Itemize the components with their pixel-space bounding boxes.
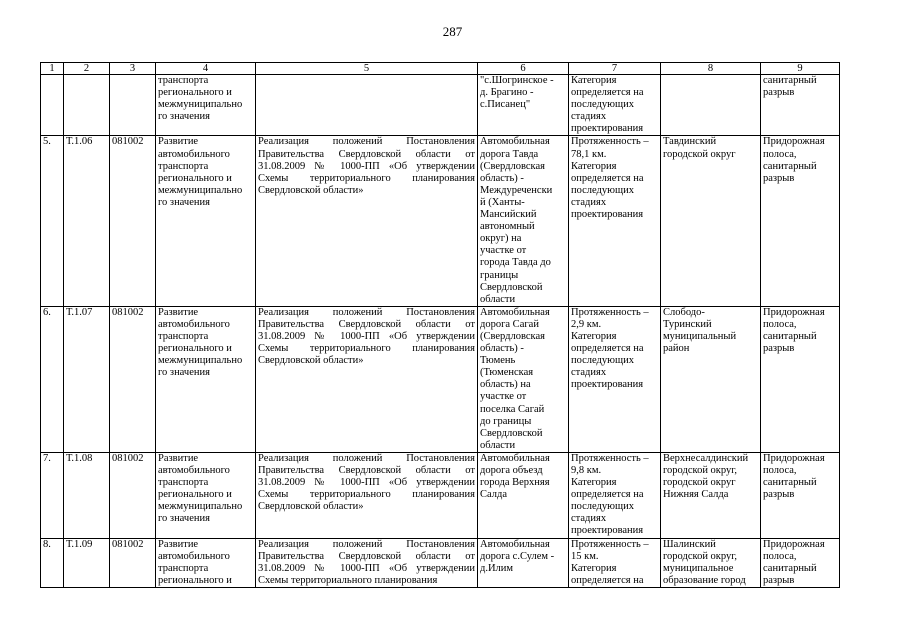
cell-basis: Реализация положений Постановления Правительства Свердловской области от 31.08.2009 № 1000-ПП «Об утверждении Схемы территориального планирования Свердловской области» (256, 306, 478, 452)
cell-characteristics: Протяженность – 78,1 км. Категория определяется на последующих стадиях проектирования (569, 136, 661, 306)
page-number: 287 (442, 24, 463, 39)
cell-number: 6. (41, 306, 64, 452)
header-cell: 2 (64, 63, 110, 75)
cell-code: Т.1.08 (64, 452, 110, 538)
cell-purpose: Развитие автомобильного транспорта регионального и межмуниципально го значения (156, 306, 256, 452)
header-cell: 5 (256, 63, 478, 75)
cell-class-code: 081002 (110, 136, 156, 306)
cell-class-code: 081002 (110, 538, 156, 587)
cell-object: Автомобильная дорога с.Сулем - д.Илим (478, 538, 569, 587)
cell-number: 8. (41, 538, 64, 587)
cell-location: Шалинский городской округ, муниципальное образование город (661, 538, 761, 587)
cell-number: 7. (41, 452, 64, 538)
cell-basis: Реализация положений Постановления Правительства Свердловской области от 31.08.2009 № 1000-ПП «Об утверждении Схемы территориального планирования Свердловской области» (256, 136, 478, 306)
header-cell: 8 (661, 63, 761, 75)
cell-class-code: 081002 (110, 306, 156, 452)
cell-object: Автомобильная дорога объезд города Верхняя Салда (478, 452, 569, 538)
header-cell: 7 (569, 63, 661, 75)
cell-code (64, 75, 110, 136)
table-row (41, 136, 840, 306)
cell-class-code: 081002 (110, 452, 156, 538)
cell-location (661, 75, 761, 136)
cell-basis: Реализация положений Постановления Правительства Свердловской области от 31.08.2009 № 1000-ПП «Об утверждении Схемы территориального планирования (256, 538, 478, 587)
cell-zone: Придорожная полоса, санитарный разрыв (761, 136, 840, 306)
cell-location: Тавдинский городской округ (661, 136, 761, 306)
header-cell: 9 (761, 63, 840, 75)
cell-basis: Реализация положений Постановления Правительства Свердловской области от 31.08.2009 № 1000-ПП «Об утверждении Схемы территориального планирования Свердловской области» (256, 452, 478, 538)
cell-purpose: Развитие автомобильного транспорта регионального и межмуниципально го значения (156, 452, 256, 538)
document-table (40, 62, 840, 588)
header-cell: 4 (156, 63, 256, 75)
table-row (41, 75, 840, 136)
header-row (41, 63, 840, 75)
cell-purpose: Развитие автомобильного транспорта регионального и межмуниципально го значения (156, 136, 256, 306)
cell-zone: санитарный разрыв (761, 75, 840, 136)
cell-zone: Придорожная полоса, санитарный разрыв (761, 306, 840, 452)
cell-location: Слободо- Туринский муниципальный район (661, 306, 761, 452)
cell-code: Т.1.06 (64, 136, 110, 306)
cell-object: "с.Шогринское - д. Брагино - с.Писанец" (478, 75, 569, 136)
cell-code: Т.1.09 (64, 538, 110, 587)
header-cell: 6 (478, 63, 569, 75)
table-row (41, 538, 840, 587)
cell-purpose: Развитие автомобильного транспорта регионального и (156, 538, 256, 587)
cell-characteristics: Категория определяется на последующих стадиях проектирования (569, 75, 661, 136)
cell-characteristics: Протяженность – 9,8 км. Категория определяется на последующих стадиях проектирования (569, 452, 661, 538)
header-cell: 1 (41, 63, 64, 75)
cell-number (41, 75, 64, 136)
cell-location: Верхнесалдинский городской округ, городской округ Нижняя Салда (661, 452, 761, 538)
cell-number: 5. (41, 136, 64, 306)
cell-purpose: транспорта регионального и межмуниципально го значения (156, 75, 256, 136)
cell-object: Автомобильная дорога Сагай (Свердловская область) - Тюмень (Тюменская область) на участке от поселка Сагай до границы Свердловской области (478, 306, 569, 452)
cell-basis (256, 75, 478, 136)
cell-characteristics: Протяженность – 2,9 км. Категория определяется на последующих стадиях проектирования (569, 306, 661, 452)
cell-object: Автомобильная дорога Тавда (Свердловская область) - Междуреченски й (Ханты- Мансийский автономный округ) на участке от города Тавда до границы Свердловской области (478, 136, 569, 306)
cell-code: Т.1.07 (64, 306, 110, 452)
cell-characteristics: Протяженность – 15 км. Категория определяется на (569, 538, 661, 587)
header-cell: 3 (110, 63, 156, 75)
table-row (41, 306, 840, 452)
cell-class-code (110, 75, 156, 136)
cell-zone: Придорожная полоса, санитарный разрыв (761, 452, 840, 538)
table-row (41, 452, 840, 538)
cell-zone: Придорожная полоса, санитарный разрыв (761, 538, 840, 587)
